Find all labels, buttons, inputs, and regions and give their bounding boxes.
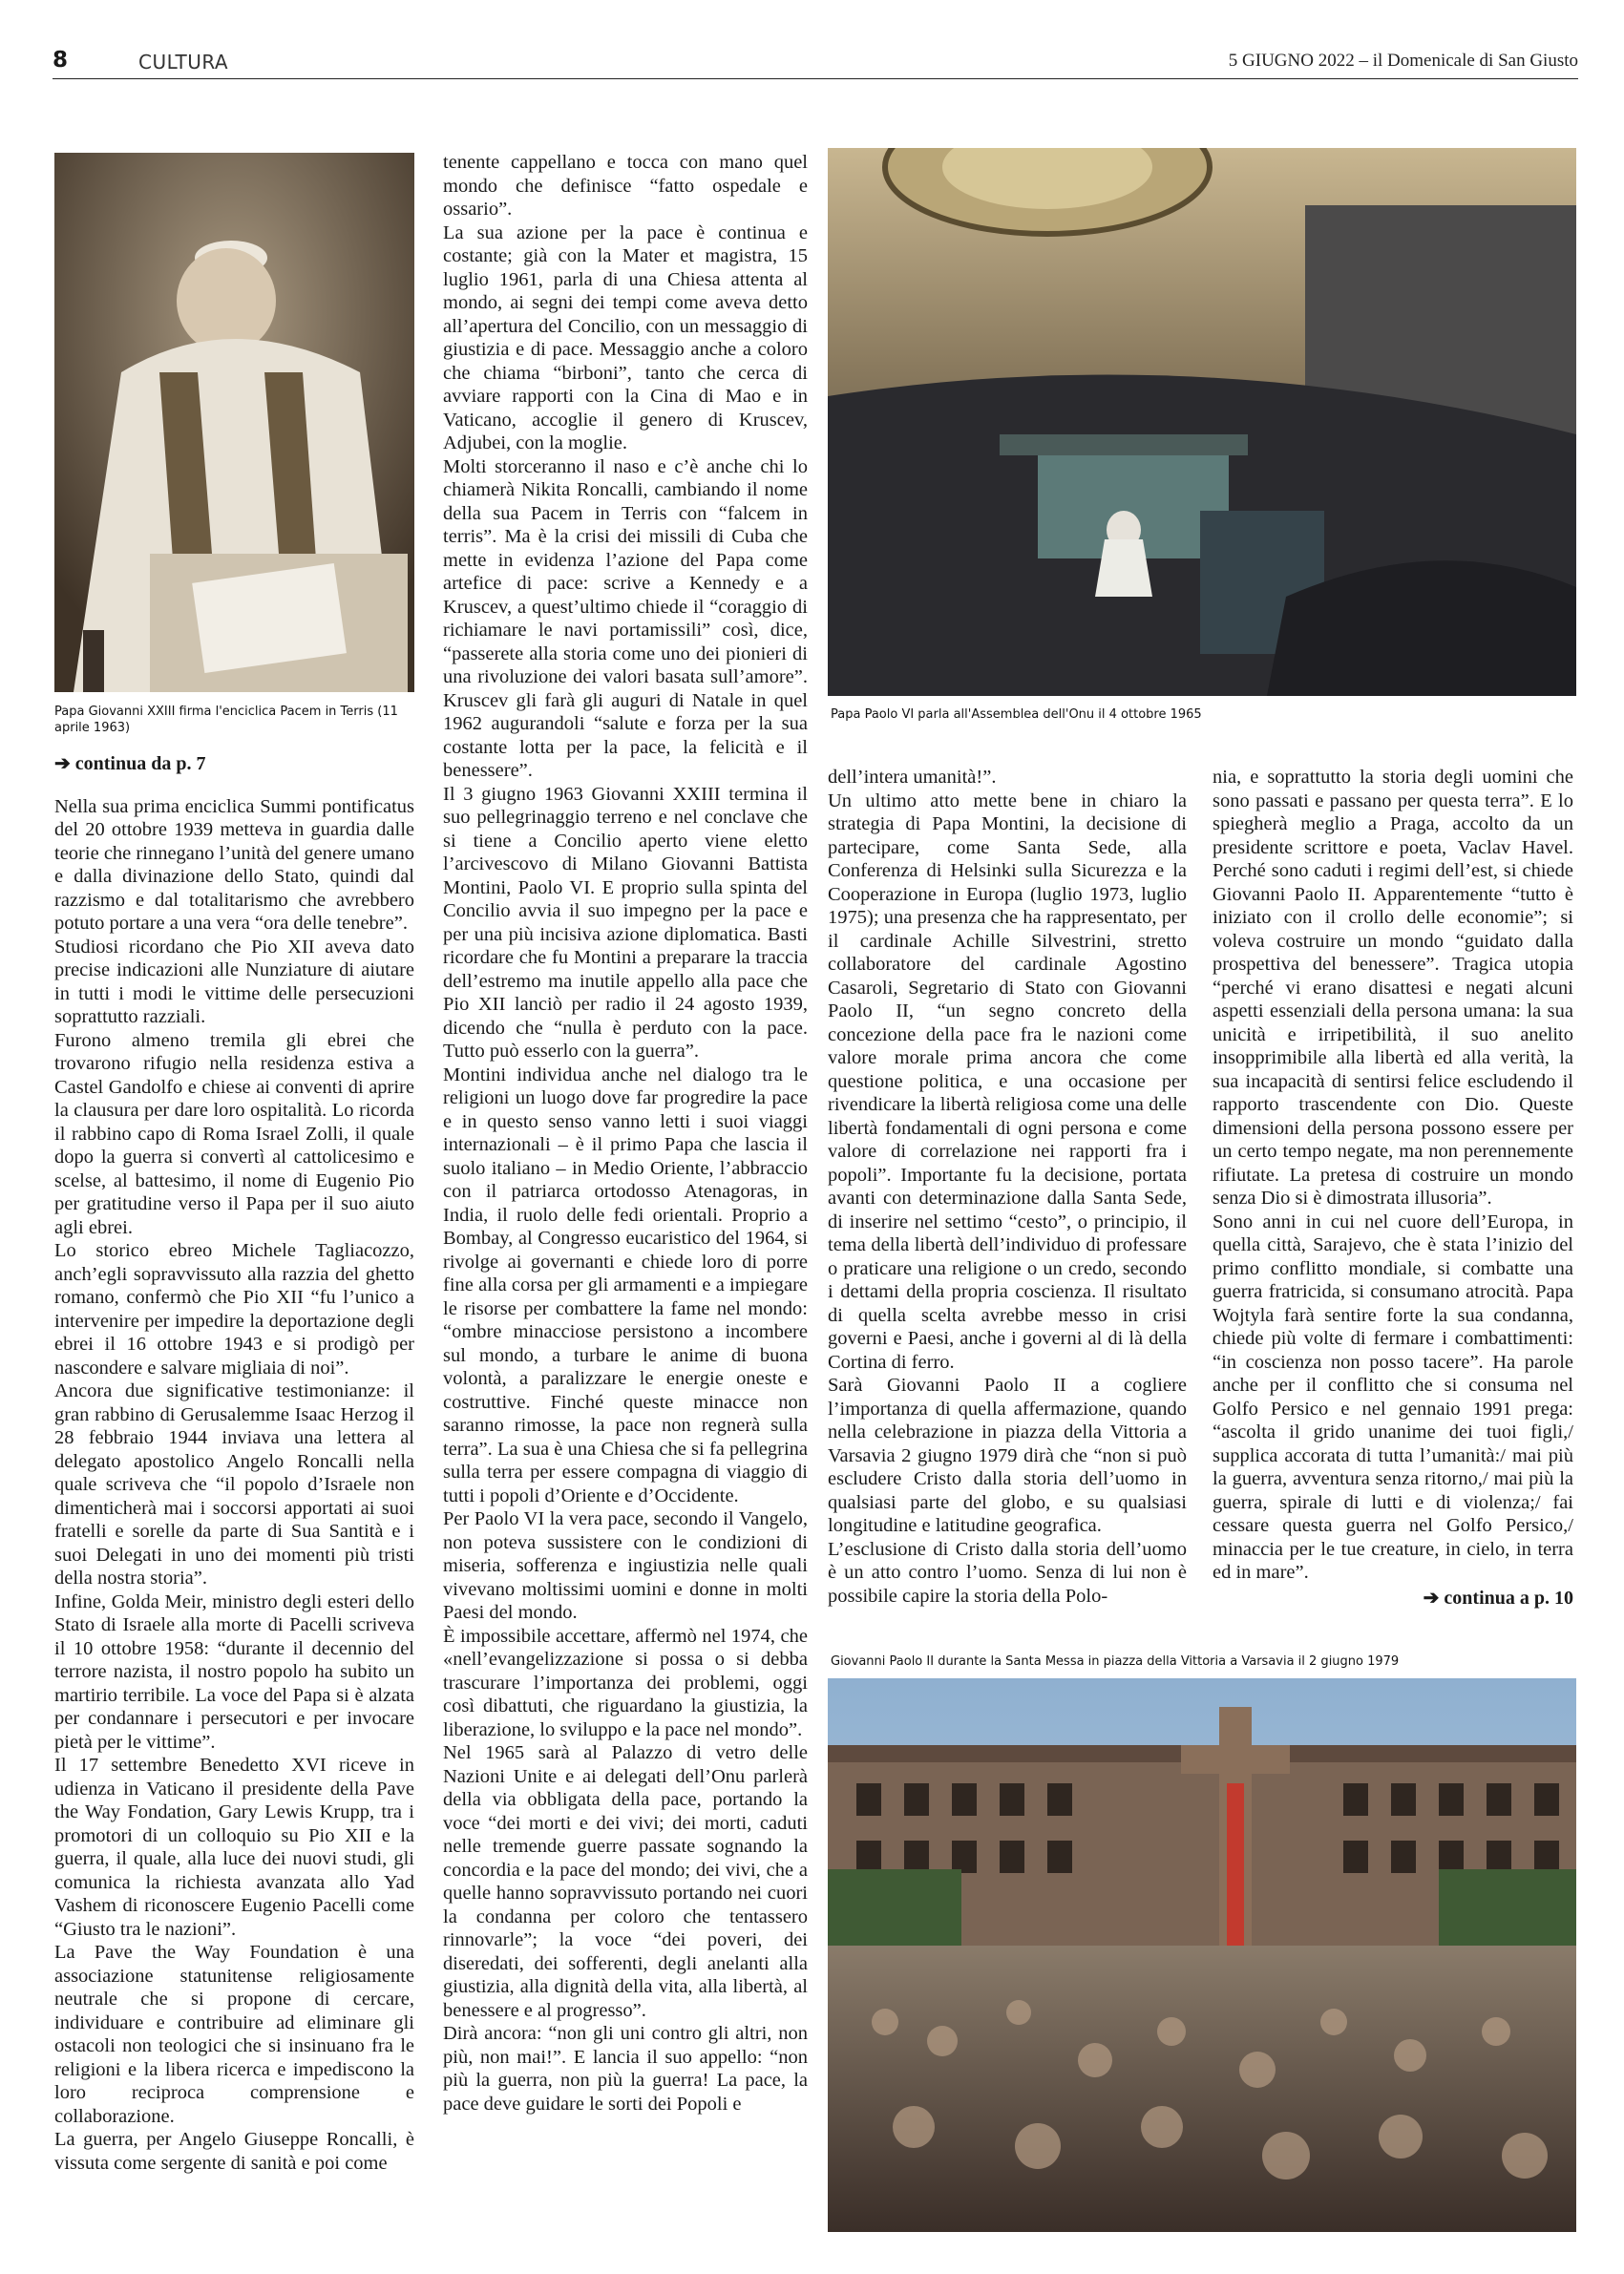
paragraph: Un ultimo atto mette bene in chiaro la strategia di Papa Montini, la decisione di partecipare, come Santa Sede, alla Conferenza di Helsinki sulla Sicurezza e la Cooperazione in Europa (luglio 1973, luglio 1975); una presenza che ha rappresentato, per il cardinale Achille Silvestrini, stretto collaboratore del cardinale Agostino Casaroli, Segretario di Stato con Giovanni Paolo II, “un segno concreto della concezione della pace fra le nazioni come valore morale prima ancora che come questione politica, e una occasione per rivendicare la libertà religiosa come una delle libertà fondamentali di ogni persona e come valore di correlazione nei rapporti fra i popoli”. Importante fu la decisione, portata avanti con determinazione dalla Santa Sede, di inserire nel settimo “cesto”, o principio, il tema della libertà dell’individuo di professare o praticare una religione o un credo, secondo i dettami della propria coscienza. Il risultato di quella scelta avrebbe messo in crisi governi e Paesi, anche i governi al di là della Cortina di ferro. [828,790,1187,1373]
article-column-2 [443,151,808,2116]
paragraph: La Pave the Way Foundation è una associazione statunitense religiosamente neutrale che si propone di cercare, individuare e contribuire ad eliminare gli ostacoli non teologici che si insinuano fra le religioni e la libera ricerca e impediscono la loro reciproca comprensione e collaborazione. [54,1942,414,2127]
pope-paul-photo-art [828,148,1576,696]
paragraph: Lo storico ebreo Michele Tagliacozzo, anch’egli sopravvissuto alla razzia del ghetto romano, confermò che Pio XII “fu l’unico a intervenire per impedire la deportazione degli ebrei il 16 ottobre 1943 e si prodigò per nascondere e salvare migliaia di noi”. [54,1240,414,1379]
paragraph: Dirà ancora: “non gli uni contro gli altri, non più, non mai!”. E lancia il suo appello: “non più la guerra, non più la guerra! La pace, la pace deve guidare le sorti dei Popoli e [443,2023,808,2115]
article-column-1 [54,752,414,2175]
paragraph: dell’intera umanità!”. [828,767,997,788]
section-label: CULTURA [138,51,229,74]
paragraph: Molti storceranno il naso e c’è anche chi lo chiamerà Nikita Roncalli, cambiando il nome della sua Pacem in Terris con “falcem in terris”. Ma è la crisi dei missili di Cuba che mette in evidenza l’azione del Papa come artefice di pace: scrive a Kennedy e a Kruscev, a quest’ultimo chiede il “coraggio di richiamare le navi portamissili” così, dice, “passerete alla storia come uno dei pionieri di una rivoluzione dei valori basata sull’amore”. Kruscev gli farà gli auguri di Natale in quel 1962 augurandoli “salute e forza per la sua costante lotta per la pace, la felicità e il benessere”. [443,455,808,781]
article-column-3 [828,766,1187,1608]
paragraph: Sono anni in cui nel cuore dell’Europa, in quella città, Sarajevo, che è stata l’inizio del primo conflitto mondiale, si combatte una guerra fratricida, si consumano atrocità. Papa Wojtyla farà sentire forte la sua condanna, chiede più volte di fermare i combattimenti: “in coscienza non posso tacere”. Ha parole anche per il conflitto che si consuma nel Golfo Persico e nel gennaio 1991 prega: “ascolta il grido unanime dei tuoi figli,/ supplica accorata di tutta l’umanità:/ mai più la guerra, avventura senza ritorno,/ mai più la guerra, spirale di lutti e di violenza;/ fai cessare questa guerra nel Golfo Persico,/ minaccia per le tue creature, in cielo, in terra ed in mare”. [1213,1211,1573,1583]
paragraph: Infine, Golda Meir, ministro degli esteri dello Stato di Israele alla morte di Pacelli scriveva il 10 ottobre 1958: “durante il decennio del terrore nazista, il nostro popolo ha subito un martirio terribile. La voce del Papa si è alzata per condannare i persecutori e per invocare pietà per le vittime”. [54,1590,414,1753]
article-column-4 [1213,766,1573,1610]
warsaw-mass-photo-art [828,1678,1576,2232]
paragraph: Furono almeno tremila gli ebrei che trovarono rifugio nella residenza estiva a Castel Gandolfo e chiese ai conventi di aprire la clausura per dare loro ospitalità. Lo ricorda il rabbino capo di Roma Israel Zolli, il quale dopo la guerra si convertì al cattolicesimo e scelse, al battesimo, il nome di Eugenio Pio per gratitudine verso il Papa per il suo aiuto agli ebrei. [54,1029,414,1238]
pope-john-photo-art [54,153,414,692]
warsaw-mass-caption: Giovanni Paolo II durante la Santa Messa in piazza della Vittoria a Varsavia il 2 giugno 1979 [831,1654,1400,1669]
paragraph: La sua azione per la pace è continua e costante; già con la Mater et magistra, 15 luglio 1961, parla di una Chiesa attenta al mondo, ai segni dei tempi come aveva detto all’apertura del Concilio, con un messaggio di giustizia e di pace. Messaggio anche a coloro che chiama “birboni”, tanto che cerca di avviare rapporti con la Cina di Mao e in Vaticano, accoglie il genero di Kruscev, Adjubei, con la moglie. [443,221,808,453]
paragraph: Nel 1965 sarà al Palazzo di vetro delle Nazioni Unite e ai delegati dell’Onu parlerà della via obbligata della pace, portando la voce “dei morti e dei vivi; dei morti, caduti nelle tremende guerre passate sognando la concordia e la pace del mondo; dei vivi, che a quelle hanno sopravvissuto portando nei cuori la condanna per coloro che tentassero rinnovarle”; la voce “dei poveri, dei diseredati, dei sofferenti, degli anelanti alla giustizia, alla dignità della vita, alla libertà, al benessere e al progresso”. [443,1742,808,2021]
paragraph: Studiosi ricordano che Pio XII aveva dato precise indicazioni alle Nunziature di aiutare in tutti i modi le vittime delle persecuzioni soprattutto razziali. [54,936,414,1027]
pope-john-caption: Papa Giovanni XXIII firma l'enciclica Pacem in Terris (11 aprile 1963) [54,705,398,735]
pope-paul-caption: Papa Paolo VI parla all'Assemblea dell'Onu il 4 ottobre 1965 [831,707,1202,722]
continued-from: ➔ continua da p. 7 [54,753,206,774]
paragraph: Il 17 settembre Benedetto XVI riceve in udienza in Vaticano il presidente della Pave the Way Fondation, Gary Lewis Krupp, tra i promotori di un colloquio su Pio XII e la guerra, il quale, alla luce dei nuovi studi, gli comunica la richiesta avanzata allo Yad Vashem di riconoscere Eugenio Pacelli come “Giusto tra le nazioni”. [54,1755,414,1940]
paragraph: tenente cappellano e tocca con mano quel mondo che definisce “fatto ospedale e ossario”. [443,152,808,220]
paragraph: Nella sua prima enciclica Summi pontificatus del 20 ottobre 1939 metteva in guardia dalle teorie che rinnegano l’unità del genere umano e dalla divinazione dello Stato, quindi dal razzismo e dal totalitarismo che avrebbero potuto portare a una vera “ora delle tenebre”. [54,795,414,934]
paragraph: Per Paolo VI la vera pace, secondo il Vangelo, non poteva sussistere con le condizioni di miseria, sofferenza e ingiustizia nelle quali vivevano moltissimi uomini e donne in molti Paesi del mondo. [443,1508,808,1623]
page-number: 8 [53,48,69,73]
paragraph: Sarà Giovanni Paolo II a cogliere l’importanza di quella affermazione, quando nella celebrazione in piazza della Vittoria a Varsavia 2 giugno 1979 dirà che “non si può escludere Cristo dalla storia dell’uomo in qualsiasi parte del globo, e su qualsiasi longitudine e latitudine geografica. [828,1375,1187,1536]
pope-paul-photo [828,148,1576,696]
pope-john-photo [54,153,414,692]
paragraph: La guerra, per Angelo Giuseppe Roncalli, è vissuta come sergente di sanità e poi come [54,2129,414,2174]
paragraph: Ancora due significative testimonianze: il gran rabbino di Gerusalemme Isaac Herzog il 28 febbraio 1944 inviava una lettera al delegato apostolico Angelo Roncalli nella quale scriveva che “il popolo d’Israele non dimenticherà mai i soccorsi apportati ai suoi fratelli e sorelle da parte di Sua Santità e i suoi Delegati in uno dei momenti più tristi della nostra storia”. [54,1380,414,1589]
paragraph: Montini individua anche nel dialogo tra le religioni un luogo dove far progredire la pace e in questo senso vanno letti i suoi viaggi internazionali – è il primo Papa che lascia il suolo italiano – in Medio Oriente, l’abbraccio con il patriarca ortodosso Atenagoras, in India, il ruolo delle fedi orientali. Proprio a Bombay, al Congresso eucaristico del 1964, si rivolge ai governanti e chiede loro di porre fine alla corsa per gli armamenti e a impiegare le risorse per combattere la fame nel mondo: “ombre minacciose persistono a incombere sul mondo, a turbare le anime di buona volontà, a paralizzare le energie oneste e costruttive. Finché queste minacce non saranno rimosse, la pace non regnerà sulla terra”. La sua è una Chiesa che si fa pellegrina sulla terra per essere compagna di viaggio di tutti i popoli d’Oriente e d’Occidente. [443,1063,808,1506]
paragraph: L’esclusione di Cristo dalla storia dell’uomo è un atto contro l’uomo. Senza di lui non è possibile capire la storia della Polo- [828,1538,1187,1607]
warsaw-mass-photo [828,1678,1576,2232]
dateline: 5 GIUGNO 2022 – il Domenicale di San Giusto [1228,51,1578,71]
paragraph: È impossibile accettare, affermò nel 1974, che «nell’evangelizzazione si possa o si debba trascurare l’importanza dei problemi, oggi così dibattuti, che riguardano la giustizia, la liberazione, lo sviluppo e la pace nel mondo”. [443,1625,808,1740]
page-header [53,46,1578,79]
continued-to: ➔ continua a p. 10 [1423,1587,1573,1609]
paragraph: nia, e soprattutto la storia degli uomini che sono passati e passano per questa terra”. E lo spiegherà meglio a Praga, accolto da un presidente scrittore e poeta, Vaclav Havel. Perché sono caduti i regimi dell’est, si chiede Giovanni Paolo II. Apparentemente “tutto è iniziato con il crollo delle economie”; si voleva costruire un mondo “guidato dalla prospettiva del benessere”. Tragica utopia “perché vi erano disattesi e negati alcuni aspetti essenziali della persona umana: la sua unicità e irripetibilità, il suo anelito insopprimibile alla libertà ed alla verità, la sua incapacità di sentirsi felice escludendo il rapporto trascendente con Dio. Queste dimensioni della persona possono essere per un certo tempo negate, ma non perennemente rifiutate. La pretesa di costruire un mondo senza Dio si è dimostrata illusoria”. [1213,767,1573,1209]
paragraph: Il 3 giugno 1963 Giovanni XXIII termina il suo pellegrinaggio terreno e nel conclave che si tiene a Concilio aperto viene eletto l’arcivescovo di Milano Giovanni Battista Montini, Paolo VI. E proprio sulla spinta del Concilio avvia il suo impegno per la pace e per una più incisiva azione diplomatica. Basti ricordare che fu Montini a preparare la traccia dell’estremo ma inutile appello alla pace che Pio XII lanciò per radio il 24 agosto 1939, dicendo che “nulla è perduto con la pace. Tutto può esserlo con la guerra”. [443,783,808,1062]
